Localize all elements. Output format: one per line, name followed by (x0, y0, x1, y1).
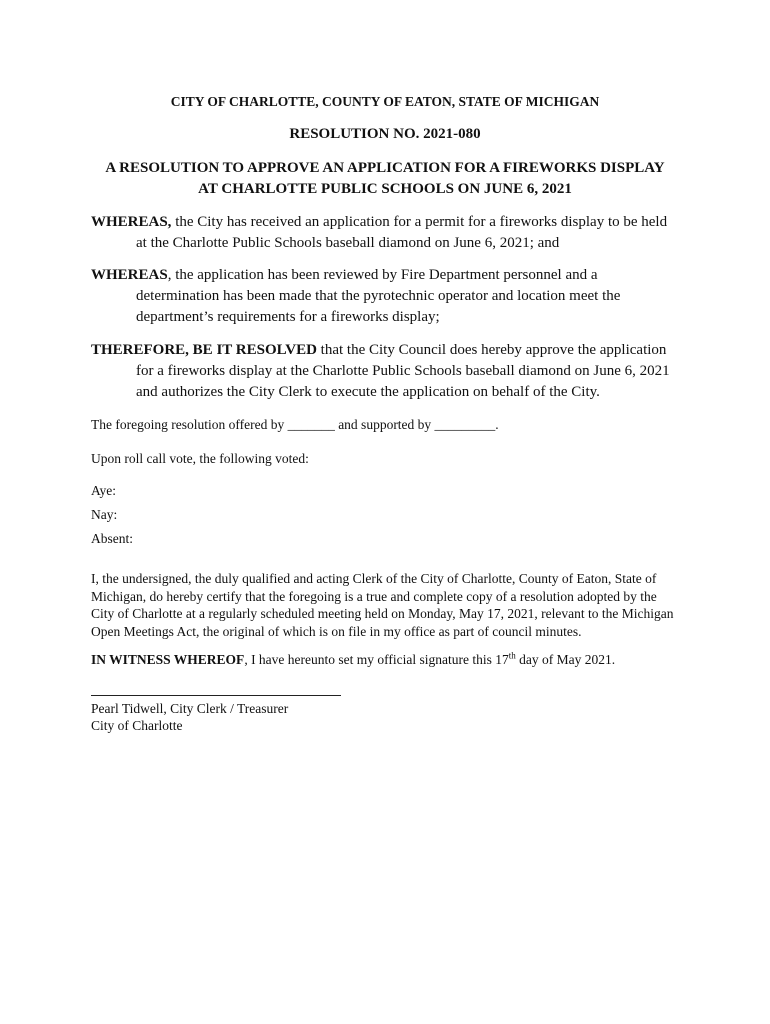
signature-line (91, 695, 341, 696)
resolution-title (0, 158, 770, 200)
aye-label: Aye: (91, 483, 117, 498)
whereas-2-continuation: department’s requirements for a fireworks display; (136, 309, 440, 325)
therefore-continuation: and authorizes the City Clerk to execute the application on behalf of the City. (136, 384, 600, 400)
witness-statement (91, 651, 615, 669)
therefore-text: that the City Council does hereby approve the application (316, 342, 667, 358)
therefore-lead: THEREFORE, BE IT RESOLVED (91, 342, 317, 358)
witness-text: , I have hereunto set my official signature this 17 (244, 652, 509, 667)
whereas-clause-2 (91, 265, 691, 328)
absent-label: Absent: (91, 531, 133, 546)
signatory-name-title: Pearl Tidwell, City Clerk / Treasurer (91, 701, 289, 716)
therefore-clause (91, 340, 691, 403)
whereas-2-continuation: determination has been made that the pyrotechnic operator and location meet the (136, 288, 621, 304)
offered-supported-line: The foregoing resolution offered by _______ and supported by _________. (91, 417, 499, 432)
jurisdiction-heading: CITY OF CHARLOTTE, COUNTY OF EATON, STATE OF MICHIGAN (170, 94, 600, 109)
signatory-organization: City of Charlotte (91, 718, 183, 733)
witness-lead: IN WITNESS WHEREOF (91, 652, 245, 667)
certification-line: Michigan, do hereby certify that the foregoing is a true and complete copy of a resolution adopted by the (91, 588, 657, 604)
certification-line: Open Meetings Act, the original of which is on file in my office as part of council minutes. (91, 623, 582, 639)
whereas-2-text: , the application has been reviewed by Fire Department personnel and a (167, 267, 598, 283)
whereas-lead: WHEREAS (91, 267, 168, 283)
whereas-lead: WHEREAS, (91, 214, 172, 230)
therefore-continuation: for a fireworks display at the Charlotte Public Schools baseball diamond on June 6, 2021 (136, 363, 670, 379)
whereas-1-continuation: at the Charlotte Public Schools baseball diamond on June 6, 2021; and (136, 235, 560, 251)
certification-line: I, the undersigned, the duly qualified and acting Clerk of the City of Charlotte, County of Eaton, State of (91, 571, 657, 586)
ordinal-suffix: th (508, 650, 516, 661)
resolution-number: RESOLUTION NO. 2021-080 (289, 126, 481, 142)
roll-call-line: Upon roll call vote, the following voted: (91, 451, 309, 466)
clerk-certification (91, 570, 683, 640)
nay-label: Nay: (91, 507, 118, 522)
whereas-clause-1 (91, 212, 691, 254)
whereas-1-text: the City has received an application for a permit for a fireworks display to be held (171, 214, 668, 230)
resolution-title-line-1: A RESOLUTION TO APPROVE AN APPLICATION FOR A FIREWORKS DISPLAY (105, 160, 665, 176)
witness-date-text: day of May 2021. (515, 652, 616, 667)
resolution-title-line-2: AT CHARLOTTE PUBLIC SCHOOLS ON JUNE 6, 2021 (198, 181, 572, 197)
certification-line: City of Charlotte at a regularly scheduled meeting held on Monday, May 17, 2021, relevant to the Michigan (91, 606, 674, 621)
